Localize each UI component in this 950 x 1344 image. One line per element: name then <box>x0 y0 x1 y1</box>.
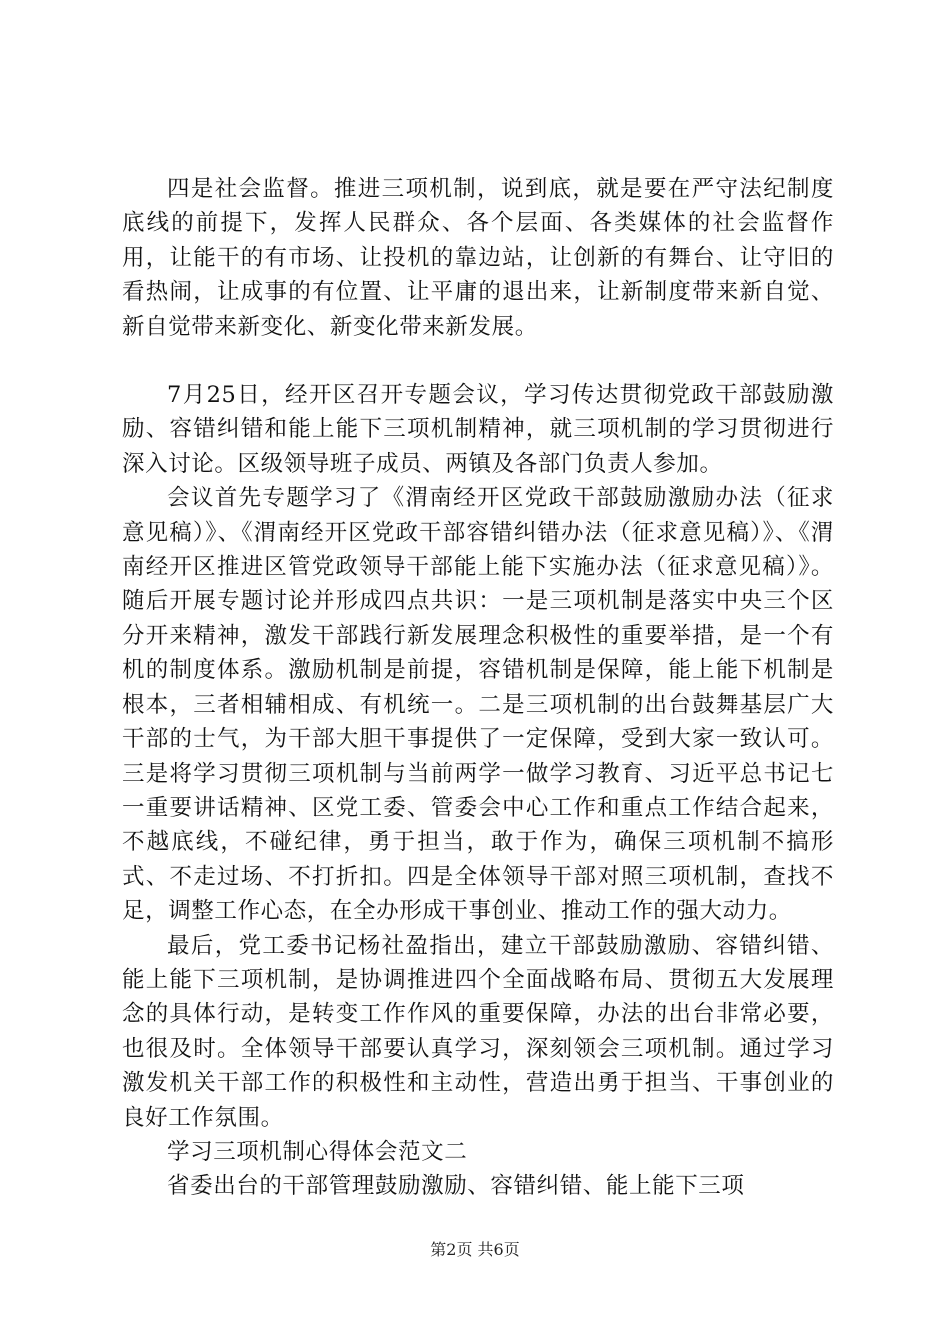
document-body <box>122 172 834 1204</box>
paragraph-social-supervision: 四是社会监督。推进三项机制，说到底，就是要在严守法纪制度底线的前提下，发挥人民群众、各个层面、各类媒体的社会监督作用，让能干的有市场、让投机的靠边站，让创新的有舞台、让守旧的看热闹，让成事的有位置、让平庸的退出来，让新制度带来新自觉、新自觉带来新变化、新变化带来新发展。 <box>122 176 834 340</box>
page-footer: 第2页 共6页 <box>430 1240 520 1259</box>
paragraph-meeting-intro: 7月25日，经开区召开专题会议，学习传达贯彻党政干部鼓励激励、容错纠错和能上能下三项机制精神，就三项机制的学习贯彻进行深入讨论。区级领导班子成员、两镇及各部门负责人参加。 <box>122 382 834 477</box>
paragraph-meeting-consensus: 会议首先专题学习了《渭南经开区党政干部鼓励激励办法（征求意见稿）》、《渭南经开区党政干部容错纠错办法（征求意见稿）》、《渭南经开区推进区管党政领导干部能上能下实施办法（征求意见稿）》。随后开展专题讨论并形成四点共识：一是三项机制是落实中央三个区分开来精神，激发干部践行新发展理念积极性的重要举措，是一个有机的制度体系。激励机制是前提，容错机制是保障，能上能下机制是根本，三者相辅相成、有机统一。二是三项机制的出台鼓舞基层广大干部的士气，为干部大胆干事提供了一定保障，受到大家一致认可。三是将学习贯彻三项机制与当前两学一做学习教育、习近平总书记七一重要讲话精神、区党工委、管委会中心工作和重点工作结合起来，不越底线，不碰纪律，勇于担当，敢于作为，确保三项机制不搞形式、不走过场、不打折扣。四是全体领导干部对照三项机制，查找不足，调整工作心态，在全办形成干事创业、推动工作的强大动力。 <box>122 485 834 925</box>
paragraph-sample-two-start: 省委出台的干部管理鼓励激励、容错纠错、能上能下三项 <box>167 1173 745 1200</box>
paragraph-conclusion: 最后，党工委书记杨社盈指出，建立干部鼓励激励、容错纠错、能上能下三项机制，是协调推进四个全面战略布局、贯彻五大发展理念的具体行动，是转变工作作风的重要保障，办法的出台非常必要，也很及时。全体领导干部要认真学习，深刻领会三项机制。通过学习激发机关干部工作的积极性和主动性，营造出勇于担当、干事创业的良好工作氛围。 <box>122 932 834 1131</box>
section-heading-sample-two: 学习三项机制心得体会范文二 <box>167 1138 468 1165</box>
